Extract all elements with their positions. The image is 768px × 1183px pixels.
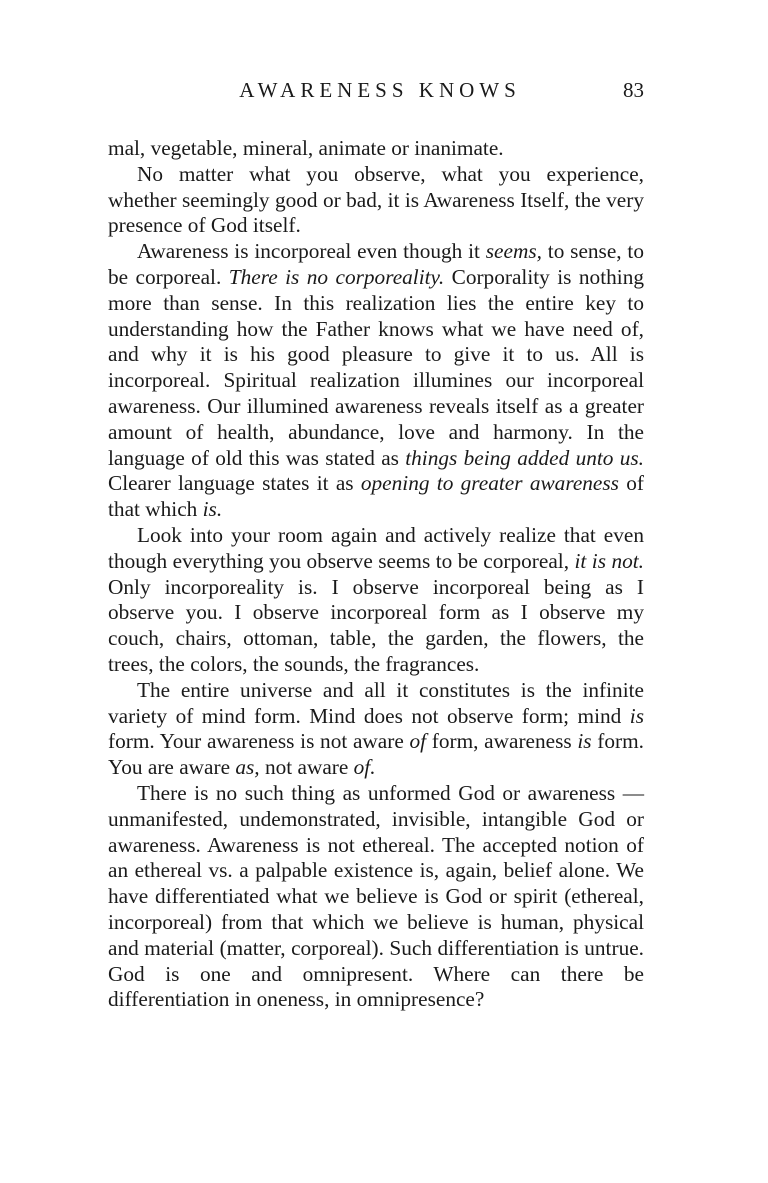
italic-text: There is no corporeality. [228,264,445,289]
text-run: form. You are aware [108,729,645,780]
text-run: not aware [259,755,354,780]
paragraph [108,678,644,781]
text-run: to sense, to be corporeal. [108,239,644,289]
book-page [108,78,644,1013]
paragraph [108,136,644,162]
paragraph [108,523,644,678]
text-run: form. Your awareness is not aware [108,729,410,754]
italic-text: things being added unto us. [405,445,644,470]
paragraph [108,239,644,523]
text-run: Corporality is nothing more than sense. In this realization lies the entire key to understanding how the Father knows what we have need of, and why it is his good pleasure to give it to us. All is incorporeal. Spiritual realization illumines our incorporeal awareness. Our illumined awareness reveals itself as a greater amount of health, abundance, love and harmony. In the language of old this was stated as [108,264,644,470]
italic-text: is [577,729,592,754]
italic-text: of. [353,755,376,780]
page-number: 83 [623,78,644,102]
text-run: Only incorporeality is. I observe incorporeal being as I observe you. I observe incorporeal form as I observe my couch, chairs, ottoman, table, the garden, the flowers, the trees, the colors, the sounds, the fragrances. [108,574,644,676]
text-run: Awareness is incorporeal even though it [137,239,486,264]
running-title: AWARENESS KNOWS [239,78,521,102]
text-run: of that which [108,471,644,522]
italic-text: as, [235,755,260,780]
text-run: No matter what you observe, what you experience, whether seemingly good or bad, it is Awareness Itself, the very presence of God itself. [108,161,644,238]
text-run: form, awareness [426,729,578,754]
text-run: Clearer language states it as [108,471,361,496]
text-run: mal, vegetable, mineral, animate or inanimate. [108,136,504,160]
italic-text: seems, [485,239,542,264]
text-run: Look into your room again and actively realize that even though everything you observe seems to be corporeal, [108,522,644,573]
running-head [108,78,644,112]
text-run: The entire universe and all it constitutes is the infinite variety of mind form. Mind does not observe form; mind [108,677,644,728]
body-text [108,136,644,1013]
italic-text: opening to greater awareness [360,471,619,496]
italic-text: is. [202,497,223,522]
italic-text: is [629,703,644,728]
italic-text: it is not. [574,548,644,573]
text-run: There is no such thing as unformed God or awareness — unmanifested, undemonstrated, invisible, intangible God or awareness. Awareness is not ethereal. The accepted notion of an ethereal vs. a palpable existence is, again, belief alone. We have differentiated what we believe is God or spirit (ethereal, incorporeal) from that which we believe is human, physical and material (matter, corporeal). Such differentiation is untrue. God is one and omnipresent. Where can there be differentiation in oneness, in omnipresence? [108,780,644,1012]
paragraph [108,162,644,239]
paragraph [108,781,644,1013]
italic-text: of [409,729,427,754]
